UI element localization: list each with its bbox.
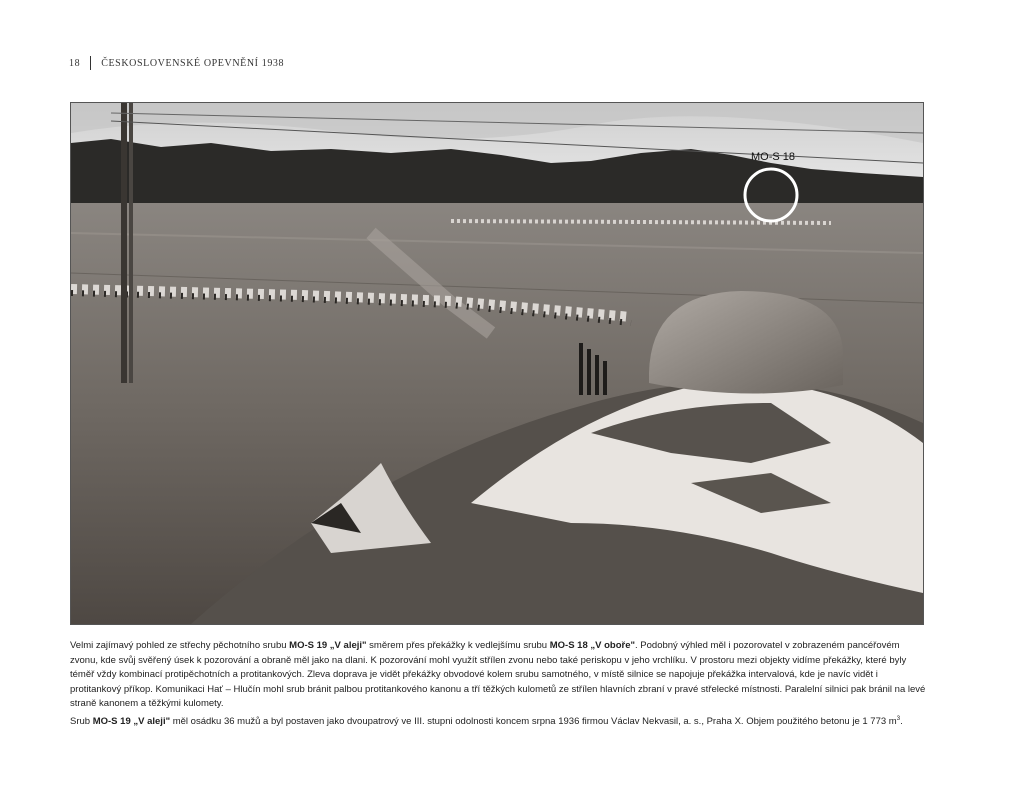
- bunker-photograph: [70, 102, 924, 625]
- caption-text: . Podobný výhled měl i pozorovatel v zobrazeném pancéřovém zvonu, kde svůj svěřený úsek k pozorování a obraně měl jako na dlani. K pozorování mohl využít střílen zvonu nebo také periskopu v jeho vrchlíku. V prostoru mezi objekty vidíme překážky, které byly téměř vždy kombinací protipěchotních a protitankových. Zleva doprava je vidět překážky obvodové kolem srubu samotného, v místě silnice se napojuje překážka intervalová, kde je navíc vidět i protitankový příkop. Komunikaci Hať – Hlučín mohl srub bránit palbou protitankového kanonu a tří těžkých kulometů ze střílen hlavních zbraní v pravé střelecké místnosti. Paralelní silnici pak bránil na levé straně kanonem a těžkými kulomety.: [70, 640, 926, 710]
- marker-label: MO-S 18: [751, 151, 796, 163]
- caption-superscript: 3: [896, 715, 901, 722]
- caption-text: Srub: [70, 716, 93, 728]
- photo-illustration: [71, 103, 923, 624]
- caption-bold-bunker-19: MO-S 19 „V aleji": [92, 716, 171, 728]
- running-title: ČESKOSLOVENSKÉ OPEVNĚNÍ 1938: [101, 57, 285, 69]
- caption-text: směrem přes překážky k vedlejšímu srubu: [366, 640, 550, 651]
- caption-text: Velmi zajímavý pohled ze střechy pěchotního srubu: [70, 640, 290, 651]
- header-divider: [90, 56, 91, 70]
- caption-text: .: [900, 716, 903, 728]
- page-number: 18: [69, 57, 81, 69]
- caption-bold-bunker-19: MO-S 19 „V aleji": [289, 640, 367, 651]
- caption-paragraph-2: [70, 712, 930, 730]
- caption-paragraph-1: [70, 639, 930, 712]
- caption-bold-bunker-18: MO-S 18 „V oboře": [549, 640, 636, 651]
- caption-text: měl osádku 36 mužů a byl postaven jako dvoupatrový ve III. stupni odolnosti koncem srpna 1936 firmou Václav Nekvasil, a. s., Praha X. Objem použitého betonu je 1 773 m: [170, 716, 897, 728]
- running-header: [69, 54, 284, 72]
- photo-caption: [70, 639, 930, 730]
